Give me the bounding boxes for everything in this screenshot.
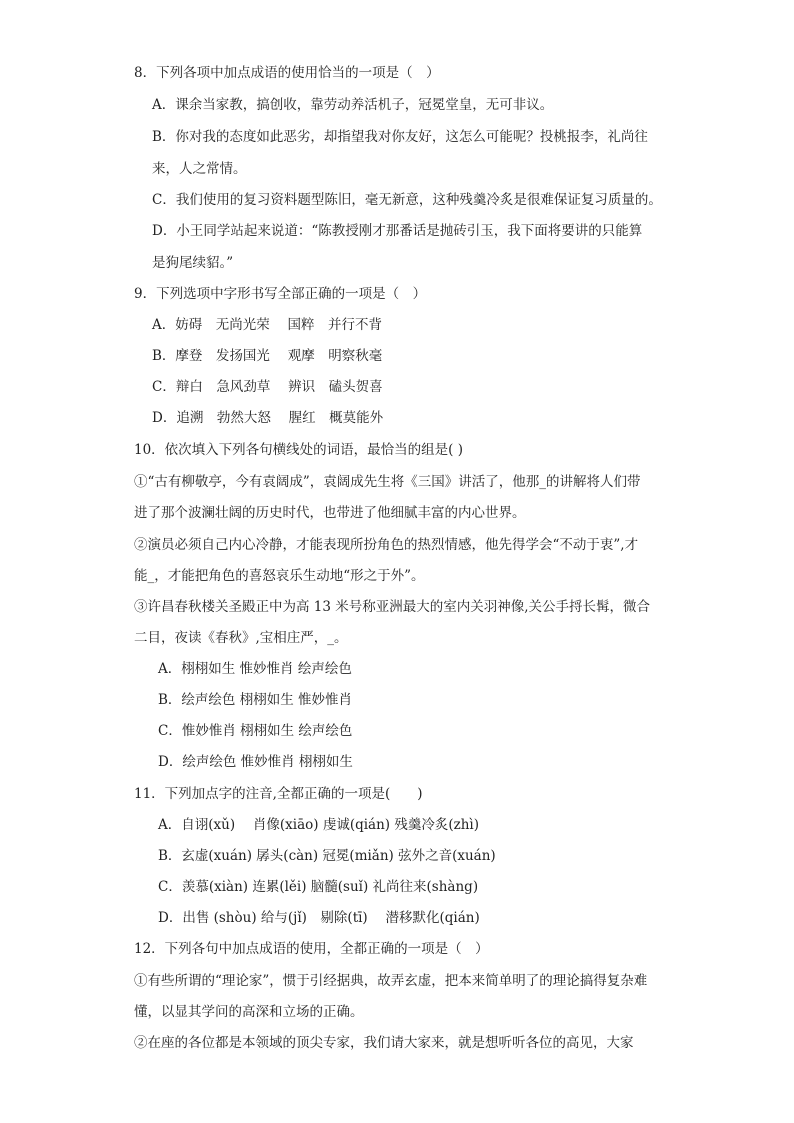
line: B．摩登 发扬国光 观摩 明察秋毫 (152, 348, 383, 364)
line: D．小王同学站起来说道：“陈教授刚才那番话是抛砖引玉，我下面将要讲的只能算 (152, 223, 643, 239)
line: D．追溯 勃然大怒 腥红 概莫能外 (152, 410, 384, 426)
line: ②在座的各位都是本领域的顶尖专家，我们请大家来，就是想听听各位的高见，大家 (134, 1035, 634, 1051)
line: 12．下列各句中加点成语的使用，全都正确的一项是（ ） (134, 941, 489, 957)
line: B．绘声绘色 栩栩如生 惟妙惟肖 (158, 692, 353, 708)
line: ①“古有柳敬亭，今有袁阔成”，袁阔成先生将《三国》讲活了，他那_的讲解将人们带 (134, 474, 641, 490)
line: C．惟妙惟肖 栩栩如生 绘声绘色 (158, 723, 353, 739)
line: 能_，才能把角色的喜怒哀乐生动地“形之于外”。 (134, 568, 425, 584)
line: A．自诩(xǔ) 肖像(xiāo) 虔诚(qián) 残羹冷炙(zhì) (158, 817, 480, 833)
line: A．妨碍 无尚光荣 国粹 并行不背 (152, 317, 383, 333)
line: ①有些所谓的“理论家”，惯于引经据典，故弄玄虚，把本来简单明了的理论搞得复杂难 (134, 973, 648, 989)
line: C．辩白 急风劲草 辨识 磕头贺喜 (152, 379, 383, 395)
line: 11．下列加点字的注音,全都正确的一项是( ) (134, 786, 423, 802)
line: A．栩栩如生 惟妙惟肖 绘声绘色 (158, 661, 352, 677)
line: 进了那个波澜壮阔的历史时代，也带进了他细腻丰富的内心世界。 (134, 505, 526, 521)
line: 10．依次填入下列各句横线处的词语，最恰当的组是( ) (134, 442, 464, 458)
line: 是狗尾续貂。” (152, 255, 234, 271)
line: A．课余当家教，搞创收，靠劳动养活机子，冠冕堂皇，无可非议。 (152, 97, 554, 113)
line: 懂，以显其学问的高深和立场的正确。 (134, 1004, 364, 1020)
line: D．出售 (shòu) 给与(jǐ) 剔除(tī) 潜移默化(qián) (158, 910, 480, 926)
line: B．玄虚(xuán) 孱头(càn) 冠冕(miǎn) 弦外之音(xuán) (158, 848, 496, 864)
line: C．我们使用的复习资料题型陈旧，毫无新意，这种残羹冷炙是很难保证复习质量的。 (152, 192, 662, 208)
line: 二目，夜读《春秋》,宝相庄严，_。 (134, 630, 348, 646)
line: ③许昌春秋楼关圣殿正中为高 13 米号称亚洲最大的室内关羽神像,关公手捋长髯，微合 (134, 599, 651, 615)
line: 8．下列各项中加点成语的使用恰当的一项是（ ） (134, 65, 440, 81)
line: 9．下列选项中字形书写全部正确的一项是（ ） (134, 286, 427, 302)
line: 来，人之常情。 (152, 161, 247, 177)
line: B．你对我的态度如此恶劣，却指望我对你友好，这怎么可能呢？投桃报李，礼尚往 (152, 129, 648, 145)
line: C．羡慕(xiàn) 连累(lěi) 脑髓(suǐ) 礼尚往来(shàng) (158, 879, 479, 895)
line: ②演员必须自己内心冷静，才能表现所扮角色的热烈情感，他先得学会“不动于衷”,才 (134, 537, 639, 553)
line: D．绘声绘色 惟妙惟肖 栩栩如生 (158, 754, 353, 770)
